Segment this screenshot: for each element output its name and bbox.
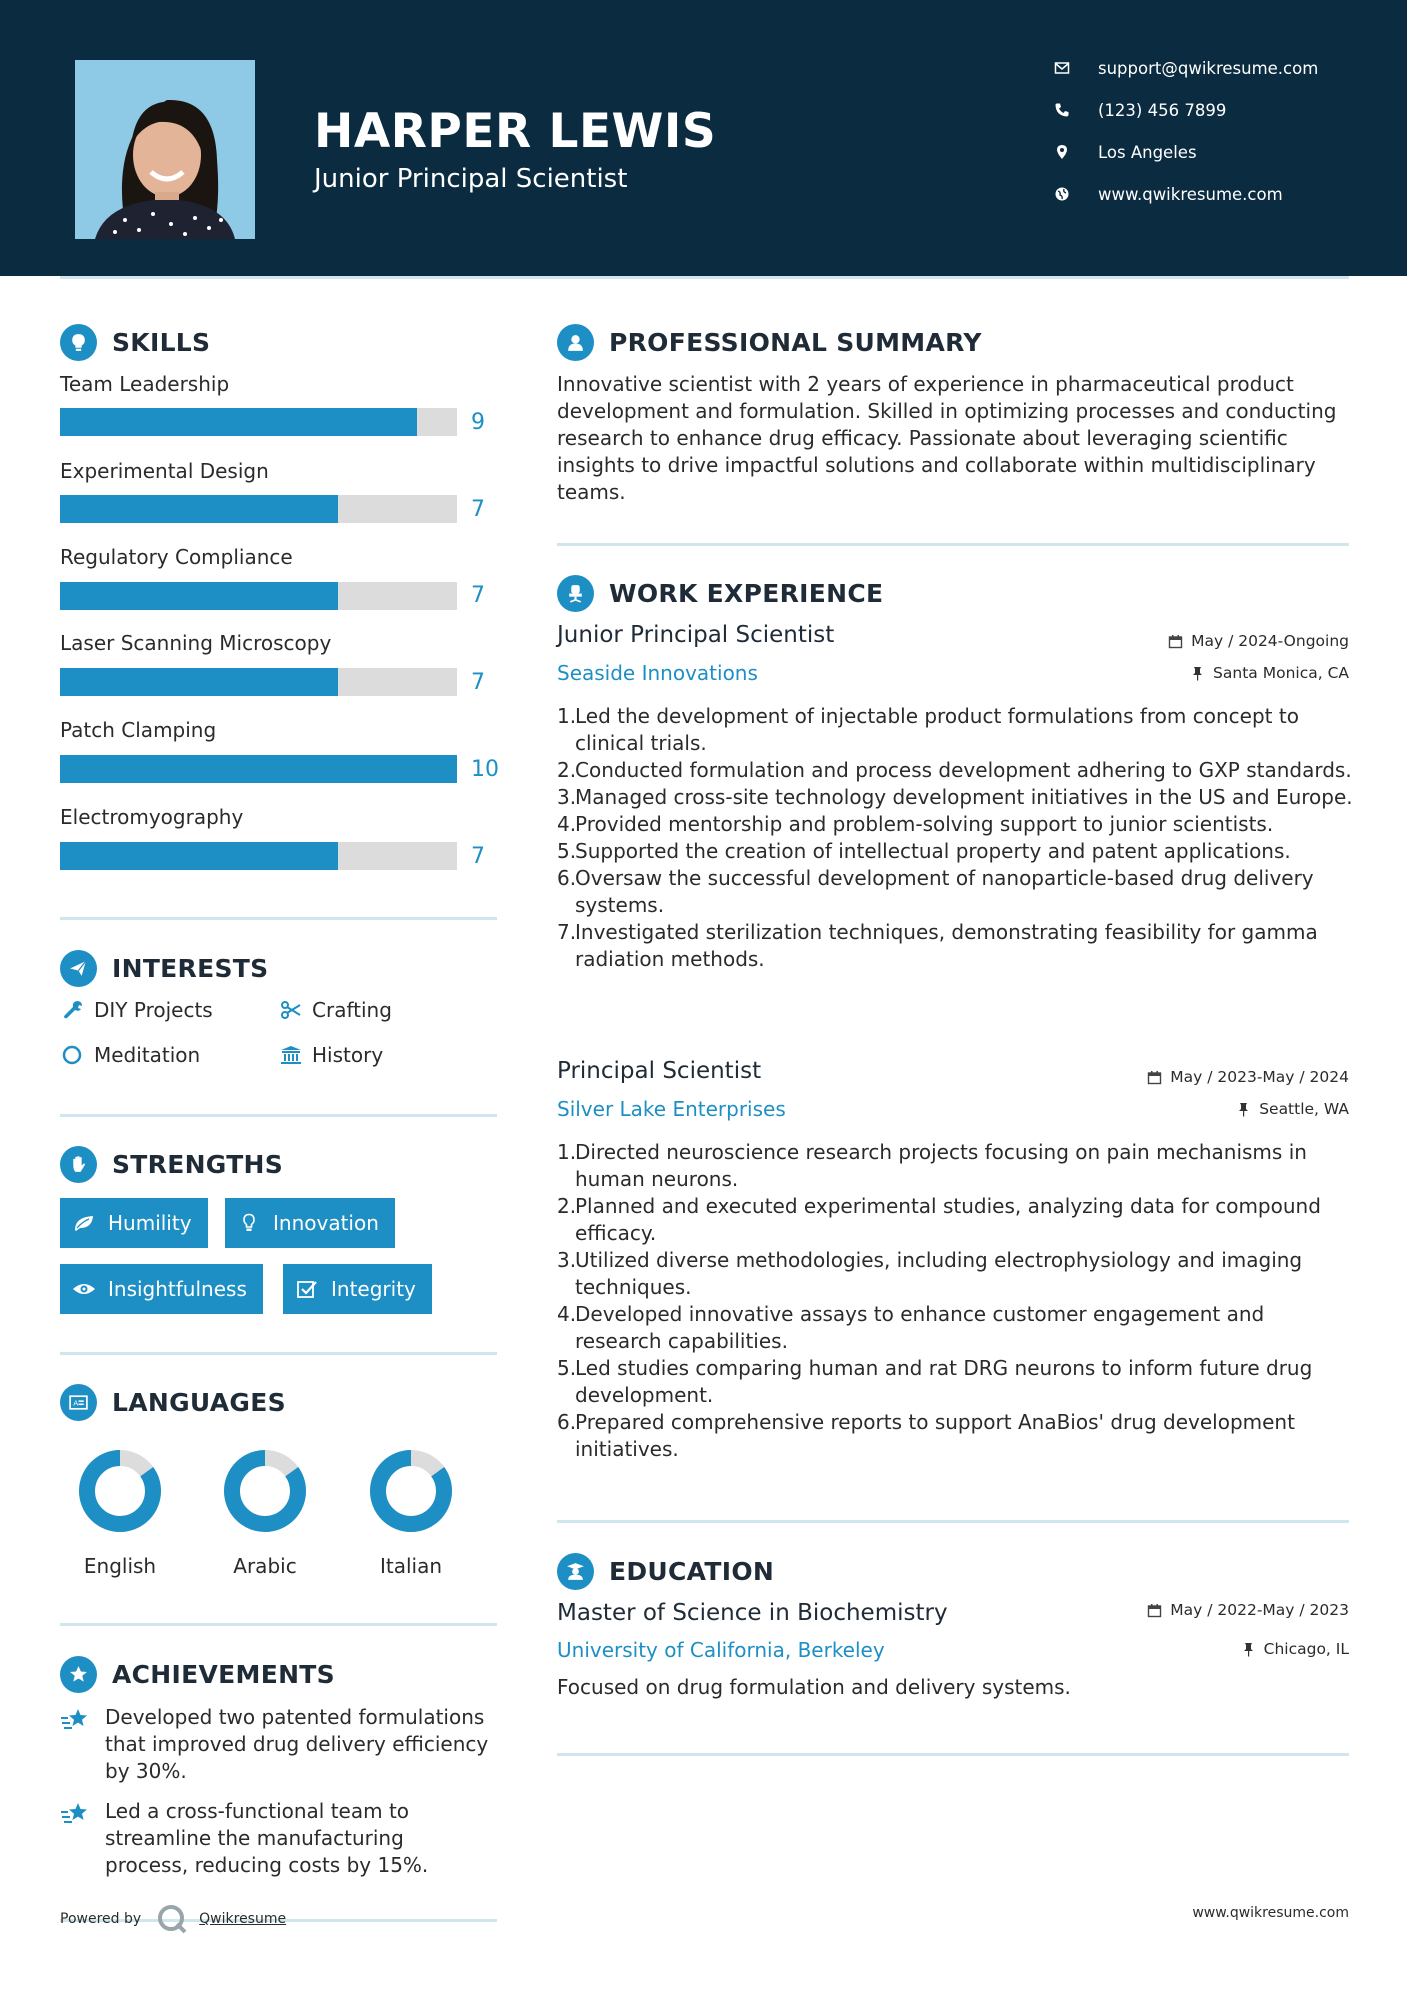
language-donut: [222, 1448, 308, 1534]
summary-title: PROFESSIONAL SUMMARY: [609, 328, 982, 357]
strengths-heading: [60, 1146, 283, 1183]
education-school: University of California, Berkeley: [557, 1638, 885, 1662]
skill-bar-fill: [60, 668, 338, 696]
scissors-icon: [278, 997, 304, 1023]
language-label: Italian: [379, 1554, 443, 1578]
skill-label: Patch Clamping: [60, 718, 217, 742]
resume-header: [0, 0, 1407, 276]
interest-label: Crafting: [312, 998, 392, 1022]
skill-bar-fill: [60, 582, 338, 610]
interest-label: Meditation: [94, 1043, 201, 1067]
job-location: [1236, 1100, 1349, 1118]
duty-item: 2. Conducted formulation and process development adhering to GXP standards.: [557, 758, 1352, 782]
language-item: [65, 1448, 175, 1578]
pushpin-icon: [1241, 1642, 1256, 1657]
duty-item: 4. Provided mentorship and problem-solving support to junior scientists.: [557, 812, 1274, 836]
skill-value: 7: [471, 670, 485, 695]
summary-text: Innovative scientist with 2 years of experience in pharmaceutical product development and formulation. Skilled in optimizing processes and conducting research to enhance drug efficacy. Passionate about leveraging scientific insights to drive impactful solutions and collaborate within multidisciplinary teams.: [557, 372, 1337, 504]
education-location: [1241, 1640, 1349, 1658]
profile-photo: [75, 60, 255, 239]
duty-item: 5. Supported the creation of intellectual property and patent applications.: [557, 839, 1291, 863]
language-donut: [77, 1448, 163, 1534]
strength-chip: [60, 1198, 208, 1248]
powered-by: [60, 1902, 286, 1936]
brand-link[interactable]: Qwikresume: [199, 1911, 287, 1927]
contact-location-text: Los Angeles: [1098, 142, 1197, 162]
office-chair-icon: [557, 575, 594, 612]
job-company: Silver Lake Enterprises: [557, 1097, 786, 1121]
section-divider: [60, 1352, 497, 1355]
skill-value: 7: [471, 583, 485, 608]
pushpin-icon: [1236, 1102, 1251, 1117]
shooting-star-icon: [60, 1704, 105, 1785]
section-divider: [557, 543, 1349, 546]
job-title: Junior Principal Scientist: [557, 622, 835, 648]
education-description: Focused on drug formulation and delivery systems.: [557, 1675, 1071, 1699]
footer-url[interactable]: www.qwikresume.com: [1192, 1905, 1349, 1921]
duty-item: 2. Planned and executed experimental studies, analyzing data for compound efficacy.: [557, 1194, 1321, 1245]
interest-label: History: [312, 1043, 384, 1067]
envelope-icon: [1052, 58, 1072, 78]
education-location-text: Chicago, IL: [1263, 1640, 1349, 1658]
skill-bar: [60, 842, 457, 870]
contact-phone-text: (123) 456 7899: [1098, 100, 1227, 120]
language-item: [210, 1448, 320, 1578]
calendar-icon: [1147, 1603, 1162, 1618]
job-dates-text: May / 2024-Ongoing: [1191, 632, 1349, 650]
language-card-icon: [60, 1384, 97, 1421]
strength-label: Integrity: [331, 1277, 416, 1301]
job-duties-list: [557, 1139, 1357, 1463]
job-duties-list: [557, 703, 1357, 973]
skill-bar: [60, 582, 457, 610]
skill-label: Team Leadership: [60, 372, 230, 396]
phone-icon: [1052, 100, 1072, 120]
skill-label: Experimental Design: [60, 459, 269, 483]
museum-icon: [278, 1042, 304, 1068]
experience-title: WORK EXPERIENCE: [609, 579, 884, 608]
strength-chip: [60, 1264, 263, 1314]
checkbox-icon: [295, 1279, 319, 1299]
strength-label: Humility: [108, 1211, 192, 1235]
svg-text:A: A: [73, 1398, 79, 1408]
job-dates: [1147, 1068, 1349, 1086]
duty-item: 6. Oversaw the successful development of nanoparticle-based drug delivery systems.: [557, 866, 1314, 917]
skill-value: 9: [471, 410, 485, 435]
qwikresume-logo-icon: [155, 1902, 189, 1936]
skills-title: SKILLS: [112, 328, 211, 357]
skill-value: 7: [471, 844, 485, 869]
job-company: Seaside Innovations: [557, 661, 758, 685]
skill-bar-fill: [60, 755, 457, 783]
job-location-text: Seattle, WA: [1259, 1100, 1349, 1118]
candidate-role: Junior Principal Scientist: [314, 164, 628, 194]
skill-value: 7: [471, 497, 485, 522]
section-divider: [60, 917, 497, 920]
wrench-icon: [60, 997, 86, 1023]
skill-bar: [60, 755, 457, 783]
contact-location: [1052, 142, 1197, 162]
job-location-text: Santa Monica, CA: [1213, 664, 1349, 682]
languages-heading: [60, 1384, 286, 1421]
hand-icon: [60, 1146, 97, 1183]
skill-bar-fill: [60, 842, 338, 870]
globe-icon: [1052, 184, 1072, 204]
achievements-heading: [60, 1656, 335, 1693]
duty-item: 1. Directed neuroscience research projects focusing on pain mechanisms in human neurons.: [557, 1140, 1307, 1191]
pushpin-icon: [1190, 666, 1205, 681]
section-divider: [60, 1623, 497, 1626]
strength-label: Innovation: [273, 1211, 379, 1235]
language-item: [356, 1448, 466, 1578]
job-title: Principal Scientist: [557, 1058, 762, 1084]
languages-title: LANGUAGES: [112, 1388, 286, 1417]
calendar-icon: [1168, 634, 1183, 649]
education-degree: Master of Science in Biochemistry: [557, 1600, 948, 1626]
contact-email-text: support@qwikresume.com: [1098, 58, 1319, 78]
circle-icon: [60, 1042, 86, 1068]
skill-bar: [60, 408, 457, 436]
interest-item: [60, 1042, 200, 1068]
lightbulb-icon: [237, 1213, 261, 1233]
interests-heading: [60, 950, 268, 987]
education-heading: [557, 1553, 774, 1590]
duty-item: 3. Managed cross-site technology development initiatives in the US and Europe.: [557, 785, 1353, 809]
job-dates-text: May / 2023-May / 2024: [1170, 1068, 1349, 1086]
header-divider: [60, 276, 1349, 279]
calendar-icon: [1147, 1070, 1162, 1085]
interest-item: [278, 1042, 383, 1068]
skill-label: Regulatory Compliance: [60, 545, 293, 569]
skill-bar-fill: [60, 408, 417, 436]
contact-email[interactable]: [1052, 58, 1318, 78]
contact-website[interactable]: [1052, 184, 1283, 204]
achievement-item: [60, 1798, 490, 1879]
achievement-text: Developed two patented formulations that improved drug delivery efficiency by 30%.: [105, 1705, 489, 1783]
achievement-text: Led a cross-functional team to streamline the manufacturing process, reducing costs by 15%.: [105, 1799, 429, 1877]
experience-heading: [557, 575, 883, 612]
leaf-icon: [72, 1213, 96, 1233]
section-divider: [557, 1753, 1349, 1756]
skill-label: Laser Scanning Microscopy: [60, 631, 332, 655]
section-divider: [60, 1114, 497, 1117]
strength-chip: [283, 1264, 432, 1314]
duty-item: 7. Investigated sterilization techniques, demonstrating feasibility for gamma radiation methods.: [557, 920, 1318, 971]
summary-heading: [557, 324, 982, 361]
user-icon: [557, 324, 594, 361]
duty-item: 3. Utilized diverse methodologies, including electrophysiology and imaging techniques.: [557, 1248, 1303, 1299]
powered-by-text: Powered by: [60, 1911, 142, 1927]
education-title: EDUCATION: [609, 1557, 775, 1586]
duty-item: 4. Developed innovative assays to enhance customer engagement and research capabilities.: [557, 1302, 1265, 1353]
language-label: Arabic: [233, 1554, 297, 1578]
skill-bar: [60, 495, 457, 523]
paper-plane-icon: [60, 950, 97, 987]
shooting-star-icon: [60, 1798, 105, 1879]
section-divider: [557, 1520, 1349, 1523]
star-badge-icon: [60, 1656, 97, 1693]
job-location: [1190, 664, 1349, 682]
lightbulb-icon: [60, 324, 97, 361]
education-dates-text: May / 2022-May / 2023: [1170, 1601, 1349, 1619]
skills-heading: [60, 324, 210, 361]
duty-item: 1. Led the development of injectable product formulations from concept to clinical trials.: [557, 704, 1299, 755]
achievements-title: ACHIEVEMENTS: [112, 1660, 335, 1689]
skill-bar-fill: [60, 495, 338, 523]
duty-item: 5. Led studies comparing human and rat DRG neurons to inform future drug development.: [557, 1356, 1313, 1407]
strength-label: Insightfulness: [108, 1277, 247, 1301]
achievement-item: [60, 1704, 490, 1785]
graduate-icon: [557, 1553, 594, 1590]
skill-label: Electromyography: [60, 805, 244, 829]
language-donut: [368, 1448, 454, 1534]
contact-phone[interactable]: [1052, 100, 1226, 120]
duty-item: 6. Prepared comprehensive reports to support AnaBios' drug development initiatives.: [557, 1410, 1295, 1461]
contact-website-text: www.qwikresume.com: [1098, 184, 1283, 204]
strength-chip: [225, 1198, 395, 1248]
job-dates: [1168, 632, 1349, 650]
language-label: English: [83, 1554, 157, 1578]
interest-label: DIY Projects: [94, 998, 213, 1022]
interests-title: INTERESTS: [112, 954, 269, 983]
interest-item: [60, 997, 213, 1023]
candidate-name: HARPER LEWIS: [314, 104, 717, 159]
education-dates: [1147, 1601, 1349, 1619]
skill-value: 10: [471, 757, 499, 782]
skill-bar: [60, 668, 457, 696]
map-pin-icon: [1052, 142, 1072, 162]
interest-item: [278, 997, 392, 1023]
strengths-title: STRENGTHS: [112, 1150, 284, 1179]
eye-icon: [72, 1279, 96, 1299]
